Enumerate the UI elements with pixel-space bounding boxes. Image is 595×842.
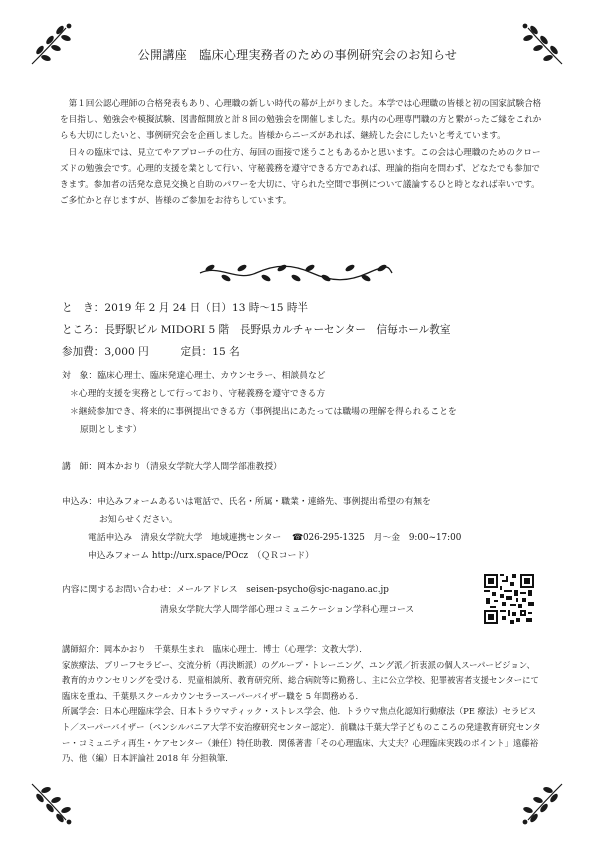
lecturer: 講 師：岡本かおり（清泉女学院大学人間学部准教授） [62,462,282,472]
event-datetime: と き：2019 年 2 月 24 日（日）13 時～15 時半 [62,302,309,314]
intro-paragraph: 日々の臨床では、見立てやアプローチの仕方、毎回の面接で迷うこともあるかと思います。この会は心理職のためのクローズドの勉強会です。心理的支援を業として行い、守秘義務を遵守できる方であれば、理論的指向を問わず、どなたでも参加できます。参加者の活発な意見交換と自助のパワーを大切に、守られた空間で事例について議論するひと時となれば幸いです。ご多忙かと存じますが、皆様のご参加をお待ちしています。 [60,147,541,207]
event-place: ところ：長野駅ビル MIDORI 5 階 長野県カルチャーセンター 信毎ホール教室 [62,324,451,336]
page-title: 公開講座 臨床心理実務者のための事例研究会のお知らせ [137,48,458,62]
floral-corner-bottom-right-icon [518,780,566,828]
floral-corner-top-left-icon [28,20,76,68]
lecturer-profile [62,642,542,767]
vine-divider-icon [196,262,396,288]
application-line-1: 申込み：申込みフォームあるいは電話で、氏名・所属・職業・連絡先、事例提出希望の有無を [62,497,431,507]
floral-corner-bottom-left-icon [28,780,76,828]
contact-line-1: 内容に関するお問い合わせ：メールアドレス seisen-psycho@sjc-nagano.ac.jp [62,585,389,595]
bio-line: 講師紹介：岡本かおり 千葉県生まれ 臨床心理士．博士（心理学：文教大学）． [62,644,368,654]
phone-number: ☎026-295-1325 月～金 9:00~17:00 [291,533,462,543]
form-link[interactable]: 申込みフォーム http://urx.space/POcz （ＱＲコード） [88,551,314,561]
phone-application [88,530,461,543]
condition-2: ＊継続参加でき、将来的に事例提出できる方（事例提出にあたっては職場の理解を得られることを [70,407,457,417]
application-line-2: お知らせください。 [99,515,178,525]
intro-text [60,96,542,209]
intro-paragraph: 第１回公認心理師の合格発表もあり、心理職の新しい時代の幕が上がりました。本学では心理職の皆様と初の国家試験合格を目指し、勉強会や模擬試験、図書館開放と計８回の勉強会を開催しました。県内の心理専門職の方と繋がったご縁をこれからも大切にしたいと、事例研究会を企画しました。皆様からニーズがあれば、継続した会にしたいと考えています。 [60,99,542,142]
bio-line: 所属学会：日本心理臨床学会、日本トラウマティック・ストレス学会、他．トラウマ焦点化認知行動療法（PE 療法）セラピスト／スーパーバイザー（ペンシルバニア大学不安治療研究センター認定）．前職は千葉大学子どものこころの発達教育研究センター・コミュニティ再生・ケアセンター（兼任）特任助教．関係著書「その心理臨床、大丈夫？心理臨床実践のポイント」遠藤裕乃、他（編）日本評論社 2018 年 分担執筆． [62,706,541,764]
floral-corner-top-right-icon [518,20,566,68]
event-target: 対 象：臨床心理士、臨床発達心理士、カウンセラー、相談員など [62,371,326,381]
phone-label: 電話申込み 清泉女学院大学 地域連携センター [88,533,282,543]
qr-code-icon[interactable] [484,574,534,624]
condition-2-cont: 原則とします） [80,425,142,435]
condition-1: ＊心理的支援を実務として行っており、守秘義務を遵守できる方 [70,389,326,399]
bio-line: 家族療法、ブリーフセラピー、交流分析（再決断派）のグループ・トレーニング、ユング派／折衷派の個人スーパービジョン、教育的カウンセリングを受ける．児童相談所、教育研究所、総合病院等に勤務し、主に公立学校、犯罪被害者支援センターにて臨床を重ね、千葉県スクールカウンセラースーパーバイザー職を 5 年間務める． [62,659,539,701]
event-fee: 参加費：3,000 円 定員：15 名 [62,346,240,358]
contact-line-2: 清泉女学院大学人間学部心理コミュニケーション学科心理コース [160,605,415,615]
